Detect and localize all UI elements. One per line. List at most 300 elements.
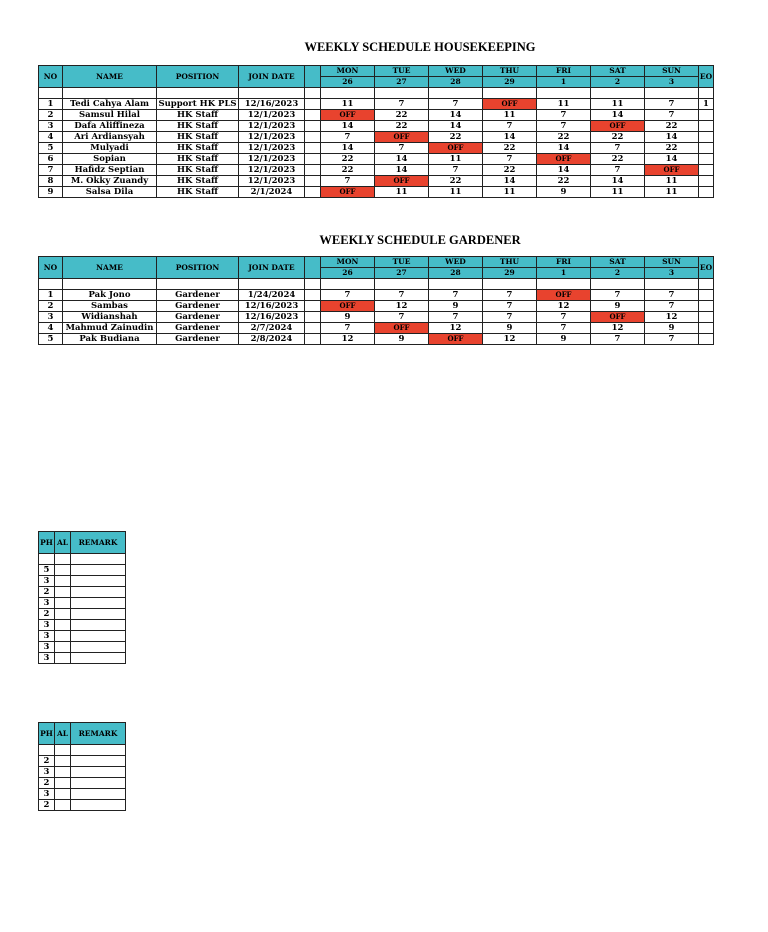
- header-day: MON: [321, 66, 375, 77]
- blank-row: [39, 745, 126, 756]
- cell-shift: 22: [537, 176, 591, 187]
- cell-shift: 22: [483, 143, 537, 154]
- cell-ph: 3: [39, 767, 55, 778]
- header-name: NAME: [63, 257, 157, 279]
- header-no: NO: [39, 257, 63, 279]
- cell-spacer: [305, 334, 321, 345]
- blank-cell: [483, 88, 537, 99]
- blank-cell: [157, 279, 239, 290]
- cell-shift: 7: [375, 312, 429, 323]
- cell-shift: 22: [645, 121, 699, 132]
- table-row: [39, 653, 126, 664]
- cell-remark: [71, 598, 126, 609]
- cell-al: [55, 576, 71, 587]
- cell-shift-off: OFF: [537, 290, 591, 301]
- cell-ph: 2: [39, 609, 55, 620]
- cell-no: 4: [39, 323, 63, 334]
- header-date: 1: [537, 268, 591, 279]
- cell-shift: 7: [429, 290, 483, 301]
- header-date: 3: [645, 77, 699, 88]
- cell-remark: [71, 756, 126, 767]
- cell-ph: 2: [39, 587, 55, 598]
- cell-no: 2: [39, 301, 63, 312]
- cell-shift: 22: [591, 154, 645, 165]
- cell-shift: 14: [591, 110, 645, 121]
- cell-no: 5: [39, 143, 63, 154]
- blank-cell: [63, 88, 157, 99]
- blank-cell: [157, 88, 239, 99]
- table-row: [39, 587, 126, 598]
- cell-name: Pak Jono: [63, 290, 157, 301]
- cell-join-date: 12/16/2023: [239, 99, 305, 110]
- blank-cell: [239, 88, 305, 99]
- blank-cell: [71, 554, 126, 565]
- cell-shift-off: OFF: [321, 187, 375, 198]
- table-row: [39, 642, 126, 653]
- cell-position: HK Staff: [157, 187, 239, 198]
- cell-join-date: 12/1/2023: [239, 110, 305, 121]
- header-day: WED: [429, 66, 483, 77]
- cell-name: Widianshah: [63, 312, 157, 323]
- table-row: [39, 576, 126, 587]
- cell-shift: 9: [429, 301, 483, 312]
- cell-eo: 1: [699, 99, 714, 110]
- cell-shift: 11: [429, 154, 483, 165]
- cell-no: 6: [39, 154, 63, 165]
- header-day: TUE: [375, 66, 429, 77]
- header-date: 3: [645, 268, 699, 279]
- cell-eo: [699, 187, 714, 198]
- cell-shift: 11: [591, 187, 645, 198]
- cell-name: Pak Budiana: [63, 334, 157, 345]
- cell-shift: 14: [537, 143, 591, 154]
- header-eo: EO: [699, 66, 714, 88]
- header-al: AL: [55, 723, 71, 745]
- cell-shift: 7: [537, 121, 591, 132]
- cell-join-date: 12/16/2023: [239, 312, 305, 323]
- cell-shift: 7: [483, 312, 537, 323]
- cell-shift: 11: [483, 110, 537, 121]
- cell-shift: 14: [375, 154, 429, 165]
- cell-eo: [699, 323, 714, 334]
- table-row: [39, 132, 714, 143]
- cell-shift-off: OFF: [645, 165, 699, 176]
- header-ph: PH: [39, 532, 55, 554]
- cell-remark: [71, 642, 126, 653]
- cell-shift: 7: [429, 312, 483, 323]
- cell-remark: [71, 576, 126, 587]
- table-row: [39, 334, 714, 345]
- cell-remark: [71, 609, 126, 620]
- cell-shift: 7: [483, 301, 537, 312]
- gardener-ph-al-remark-table: [38, 722, 126, 811]
- cell-shift: 11: [429, 187, 483, 198]
- cell-remark: [71, 653, 126, 664]
- blank-row: [39, 279, 714, 290]
- cell-shift: 7: [591, 165, 645, 176]
- cell-al: [55, 789, 71, 800]
- cell-spacer: [305, 176, 321, 187]
- cell-position: HK Staff: [157, 165, 239, 176]
- blank-cell: [55, 745, 71, 756]
- cell-shift: 11: [375, 187, 429, 198]
- header-no: NO: [39, 66, 63, 88]
- cell-shift: 11: [321, 99, 375, 110]
- table-row: [39, 165, 714, 176]
- cell-shift: 14: [483, 132, 537, 143]
- cell-join-date: 1/24/2024: [239, 290, 305, 301]
- cell-ph: 3: [39, 620, 55, 631]
- blank-cell: [591, 279, 645, 290]
- cell-shift: 14: [429, 121, 483, 132]
- cell-remark: [71, 620, 126, 631]
- cell-shift: 14: [321, 121, 375, 132]
- cell-al: [55, 565, 71, 576]
- blank-cell: [305, 88, 321, 99]
- cell-ph: 3: [39, 631, 55, 642]
- cell-shift: 14: [645, 154, 699, 165]
- cell-shift: 7: [537, 323, 591, 334]
- cell-al: [55, 609, 71, 620]
- table-row: [39, 620, 126, 631]
- gardener-schedule-table: [38, 256, 714, 345]
- header-date: 2: [591, 77, 645, 88]
- cell-eo: [699, 110, 714, 121]
- cell-remark: [71, 778, 126, 789]
- cell-al: [55, 767, 71, 778]
- cell-al: [55, 778, 71, 789]
- cell-ph: 5: [39, 565, 55, 576]
- blank-cell: [239, 279, 305, 290]
- cell-position: HK Staff: [157, 121, 239, 132]
- cell-shift: 7: [537, 312, 591, 323]
- table-row: [39, 154, 714, 165]
- cell-no: 3: [39, 312, 63, 323]
- blank-cell: [699, 279, 714, 290]
- header-day: WED: [429, 257, 483, 268]
- cell-shift-off: OFF: [375, 323, 429, 334]
- cell-shift: 12: [321, 334, 375, 345]
- cell-al: [55, 800, 71, 811]
- header-position: POSITION: [157, 66, 239, 88]
- housekeeping-ph-al-remark-table: [38, 531, 126, 664]
- blank-cell: [591, 88, 645, 99]
- blank-cell: [63, 279, 157, 290]
- header-date: 2: [591, 268, 645, 279]
- cell-shift: 22: [591, 132, 645, 143]
- blank-cell: [39, 88, 63, 99]
- header-remark: REMARK: [71, 723, 126, 745]
- cell-shift: 22: [483, 165, 537, 176]
- cell-no: 2: [39, 110, 63, 121]
- cell-shift: 7: [375, 143, 429, 154]
- cell-join-date: 12/1/2023: [239, 143, 305, 154]
- cell-shift: 7: [321, 323, 375, 334]
- cell-shift: 22: [429, 132, 483, 143]
- header-date: 27: [375, 268, 429, 279]
- header-join-date: JOIN DATE: [239, 257, 305, 279]
- cell-no: 4: [39, 132, 63, 143]
- cell-no: 7: [39, 165, 63, 176]
- header-date: 29: [483, 268, 537, 279]
- blank-cell: [429, 279, 483, 290]
- cell-shift: 7: [429, 165, 483, 176]
- cell-shift-off: OFF: [429, 334, 483, 345]
- blank-cell: [483, 279, 537, 290]
- header-date: 26: [321, 77, 375, 88]
- cell-spacer: [305, 187, 321, 198]
- cell-no: 9: [39, 187, 63, 198]
- header-day: SUN: [645, 66, 699, 77]
- table-row: [39, 609, 126, 620]
- cell-shift: 7: [591, 290, 645, 301]
- cell-shift: 22: [429, 176, 483, 187]
- table-row: [39, 565, 126, 576]
- cell-eo: [699, 165, 714, 176]
- cell-spacer: [305, 301, 321, 312]
- cell-shift: 9: [537, 187, 591, 198]
- cell-shift: 11: [645, 176, 699, 187]
- cell-eo: [699, 290, 714, 301]
- cell-al: [55, 756, 71, 767]
- cell-name: Samsul Hilal: [63, 110, 157, 121]
- header-date: 1: [537, 77, 591, 88]
- cell-shift: 22: [375, 121, 429, 132]
- table-row: [39, 767, 126, 778]
- cell-name: Tedi Cahya Alam: [63, 99, 157, 110]
- header-day: MON: [321, 257, 375, 268]
- cell-position: Gardener: [157, 312, 239, 323]
- cell-shift: 22: [321, 154, 375, 165]
- blank-cell: [537, 88, 591, 99]
- cell-spacer: [305, 110, 321, 121]
- cell-shift: 7: [645, 99, 699, 110]
- header-name: NAME: [63, 66, 157, 88]
- header-day: SAT: [591, 257, 645, 268]
- cell-spacer: [305, 99, 321, 110]
- table-row: [39, 187, 714, 198]
- cell-name: Salsa Dila: [63, 187, 157, 198]
- cell-join-date: 12/16/2023: [239, 301, 305, 312]
- table-row: [39, 290, 714, 301]
- cell-ph: 3: [39, 789, 55, 800]
- blank-cell: [375, 88, 429, 99]
- cell-shift: 7: [483, 290, 537, 301]
- header-remark: REMARK: [71, 532, 126, 554]
- header-ph: PH: [39, 723, 55, 745]
- cell-join-date: 12/1/2023: [239, 154, 305, 165]
- cell-spacer: [305, 165, 321, 176]
- cell-name: Mulyadi: [63, 143, 157, 154]
- cell-eo: [699, 132, 714, 143]
- header-date: 26: [321, 268, 375, 279]
- cell-shift: 7: [537, 110, 591, 121]
- cell-position: Support HK PLS: [158, 99, 237, 109]
- cell-shift: 9: [483, 323, 537, 334]
- cell-name: M. Okky Zuandy: [63, 176, 157, 187]
- cell-ph: 3: [39, 598, 55, 609]
- housekeeping-schedule-table: [38, 65, 714, 198]
- cell-shift: 7: [375, 99, 429, 110]
- cell-name: Sambas: [63, 301, 157, 312]
- cell-position: HK Staff: [157, 110, 239, 121]
- cell-spacer: [305, 323, 321, 334]
- header-date: 28: [429, 268, 483, 279]
- cell-position: Gardener: [157, 301, 239, 312]
- blank-cell: [375, 279, 429, 290]
- cell-name: Sopian: [63, 154, 157, 165]
- blank-cell: [321, 279, 375, 290]
- cell-eo: [699, 143, 714, 154]
- cell-name: Mahmud Zainudin: [63, 323, 157, 334]
- cell-shift: 7: [375, 290, 429, 301]
- cell-position: Gardener: [157, 323, 239, 334]
- cell-join-date: 2/1/2024: [239, 187, 305, 198]
- cell-shift: 22: [375, 110, 429, 121]
- cell-shift: 11: [483, 187, 537, 198]
- blank-cell: [537, 279, 591, 290]
- table-row: [39, 110, 714, 121]
- cell-remark: [71, 631, 126, 642]
- header-eo: EO: [699, 257, 714, 279]
- cell-shift-off: OFF: [591, 121, 645, 132]
- cell-spacer: [305, 312, 321, 323]
- header-date: 29: [483, 77, 537, 88]
- header-day: FRI: [537, 257, 591, 268]
- header-position: POSITION: [157, 257, 239, 279]
- cell-remark: [71, 767, 126, 778]
- cell-eo: [699, 154, 714, 165]
- cell-name: Dafa Aliffineza: [63, 121, 157, 132]
- table-row: [39, 176, 714, 187]
- cell-shift: 9: [537, 334, 591, 345]
- cell-shift: 9: [375, 334, 429, 345]
- cell-shift: 7: [645, 290, 699, 301]
- cell-remark: [71, 789, 126, 800]
- cell-shift: 7: [645, 301, 699, 312]
- table-row: [39, 789, 126, 800]
- blank-cell: [39, 745, 55, 756]
- blank-row: [39, 554, 126, 565]
- cell-shift: 7: [645, 334, 699, 345]
- cell-al: [55, 631, 71, 642]
- cell-shift: 7: [591, 143, 645, 154]
- cell-ph: 2: [39, 800, 55, 811]
- cell-shift: 7: [645, 110, 699, 121]
- table-row: [39, 121, 714, 132]
- table-row: [39, 631, 126, 642]
- cell-ph: 3: [39, 576, 55, 587]
- cell-eo: [699, 121, 714, 132]
- cell-no: 1: [39, 99, 63, 110]
- cell-shift: 14: [537, 165, 591, 176]
- cell-position: HK Staff: [157, 132, 239, 143]
- gardener-title: WEEKLY SCHEDULE GARDENER: [319, 233, 521, 247]
- blank-cell: [55, 554, 71, 565]
- header-day: SAT: [591, 66, 645, 77]
- cell-shift: 14: [429, 110, 483, 121]
- cell-join-date: 12/1/2023: [239, 132, 305, 143]
- cell-no: 1: [39, 290, 63, 301]
- housekeeping-title: WEEKLY SCHEDULE HOUSEKEEPING: [304, 40, 536, 54]
- cell-shift-off: OFF: [375, 132, 429, 143]
- blank-cell: [71, 745, 126, 756]
- cell-shift: 22: [645, 143, 699, 154]
- cell-shift: 12: [591, 323, 645, 334]
- cell-shift: 22: [321, 165, 375, 176]
- cell-shift: 7: [321, 132, 375, 143]
- cell-shift: 7: [483, 154, 537, 165]
- cell-eo: [699, 334, 714, 345]
- cell-shift-off: OFF: [375, 176, 429, 187]
- cell-shift: 12: [483, 334, 537, 345]
- blank-cell: [699, 88, 714, 99]
- header-day: THU: [483, 66, 537, 77]
- cell-no: 5: [39, 334, 63, 345]
- cell-join-date: 12/1/2023: [239, 165, 305, 176]
- header-day: FRI: [537, 66, 591, 77]
- table-row: [39, 99, 714, 110]
- cell-ph: 3: [39, 642, 55, 653]
- cell-spacer: [305, 121, 321, 132]
- cell-shift: 7: [591, 334, 645, 345]
- cell-al: [55, 587, 71, 598]
- cell-shift: 12: [429, 323, 483, 334]
- blank-cell: [305, 279, 321, 290]
- table-row: [39, 312, 714, 323]
- cell-position: Gardener: [157, 334, 239, 345]
- cell-remark: [71, 587, 126, 598]
- cell-shift-off: OFF: [321, 110, 375, 121]
- table-row: [39, 756, 126, 767]
- cell-remark: [71, 565, 126, 576]
- cell-shift: 9: [591, 301, 645, 312]
- cell-ph: 2: [39, 756, 55, 767]
- cell-shift: 12: [375, 301, 429, 312]
- cell-shift: 7: [429, 99, 483, 110]
- cell-shift-off: OFF: [483, 99, 537, 110]
- cell-spacer: [305, 154, 321, 165]
- cell-shift: 11: [645, 187, 699, 198]
- cell-shift: 7: [321, 290, 375, 301]
- cell-eo: [699, 312, 714, 323]
- cell-name: Hafidz Septian: [63, 165, 157, 176]
- table-row: [39, 143, 714, 154]
- cell-shift-off: OFF: [321, 301, 375, 312]
- cell-spacer: [305, 143, 321, 154]
- cell-spacer: [305, 290, 321, 301]
- cell-spacer: [305, 132, 321, 143]
- cell-shift-off: OFF: [591, 312, 645, 323]
- cell-shift: 14: [591, 176, 645, 187]
- header-date: 28: [429, 77, 483, 88]
- cell-shift: 14: [645, 132, 699, 143]
- blank-cell: [321, 88, 375, 99]
- cell-shift: 12: [537, 301, 591, 312]
- cell-name: Ari Ardiansyah: [63, 132, 157, 143]
- cell-shift: 9: [645, 323, 699, 334]
- header-date: 27: [375, 77, 429, 88]
- cell-position: Gardener: [157, 290, 239, 301]
- cell-al: [55, 598, 71, 609]
- table-row: [39, 800, 126, 811]
- cell-eo: [699, 301, 714, 312]
- header-al: AL: [55, 532, 71, 554]
- cell-shift: 22: [537, 132, 591, 143]
- cell-no: 3: [39, 121, 63, 132]
- cell-shift: 7: [483, 121, 537, 132]
- blank-cell: [645, 279, 699, 290]
